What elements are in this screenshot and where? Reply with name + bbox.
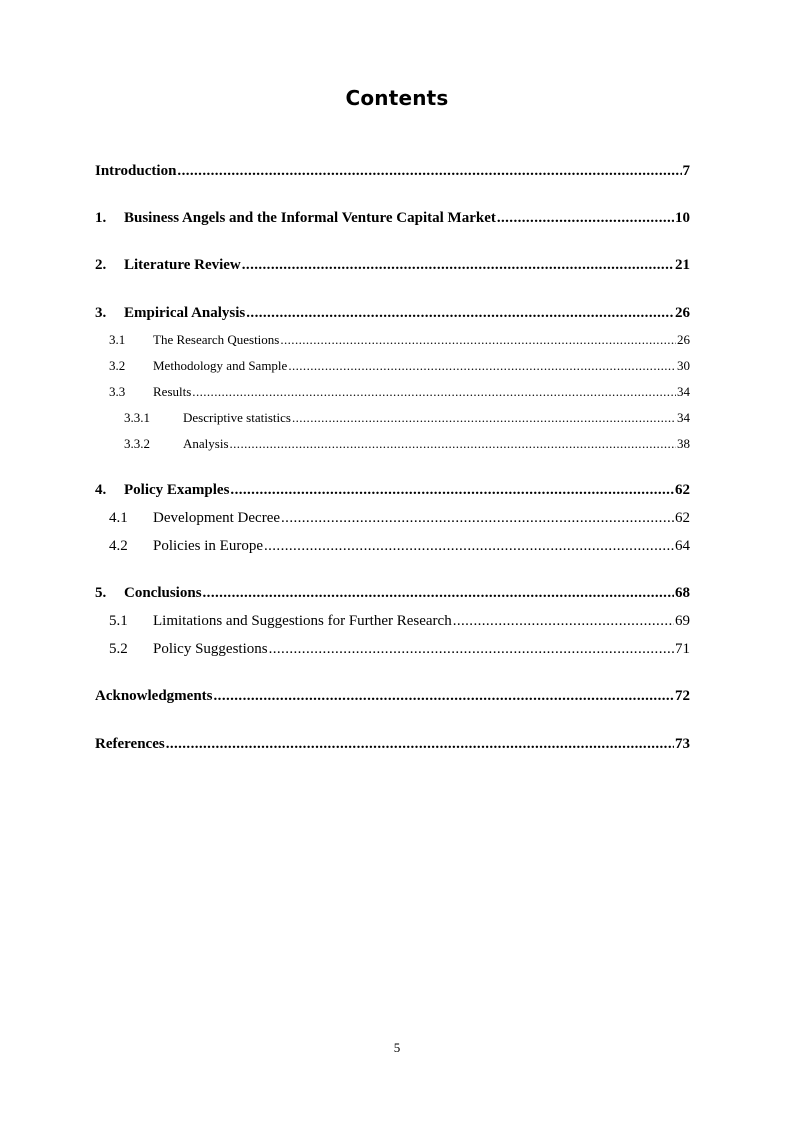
toc-entry-title: Empirical Analysis [124, 305, 246, 321]
toc-entry-number: 4.1 [109, 510, 128, 526]
toc-entry-number: 3.3.1 [124, 410, 150, 425]
toc-entry-title: Analysis [183, 436, 229, 451]
toc-entry-page: 30 [677, 358, 690, 373]
toc-entry-section-4-2[interactable] [95, 538, 690, 555]
dot-leader [264, 538, 674, 555]
toc-entry-number: 3. [95, 305, 107, 321]
toc-entry-page: 73 [675, 736, 690, 752]
toc-entry-title: Descriptive statistics [183, 410, 291, 425]
toc-entry-chapter-1[interactable] [95, 210, 690, 227]
toc-entry-title: The Research Questions [153, 332, 280, 347]
toc-entry-references[interactable] [95, 736, 690, 753]
toc-entry-number: 5. [95, 585, 107, 601]
toc-entry-title: Acknowledgments [95, 688, 213, 704]
toc-entry-number: 4.2 [109, 538, 128, 554]
toc-entry-title: Policy Examples [124, 482, 230, 498]
toc-entry-title: Conclusions [124, 585, 202, 601]
toc-entry-section-4-1[interactable] [95, 510, 690, 527]
toc-entry-page: 62 [675, 510, 690, 526]
toc-entry-title: Limitations and Suggestions for Further Research [153, 613, 452, 629]
dot-leader [230, 436, 677, 452]
page-title: Contents [345, 86, 449, 110]
dot-leader [230, 482, 674, 499]
dot-leader [280, 332, 676, 348]
dot-leader [292, 410, 676, 426]
toc-entry-number: 3.2 [109, 358, 126, 373]
toc-entry-number: 3.3.2 [124, 436, 150, 451]
dot-leader [177, 163, 681, 180]
toc-entry-page: 7 [682, 163, 690, 179]
toc-entry-page: 38 [677, 436, 690, 451]
toc-entry-section-3-3[interactable] [95, 384, 690, 400]
toc-entry-number: 5.1 [109, 613, 128, 629]
toc-entry-title: Methodology and Sample [153, 358, 288, 373]
toc-entry-acknowledgments[interactable] [95, 688, 690, 705]
toc-entry-title: Policy Suggestions [153, 641, 268, 657]
dot-leader [242, 257, 674, 274]
toc-entry-page: 62 [675, 482, 690, 498]
dot-leader [166, 736, 674, 753]
toc-entry-chapter-5[interactable] [95, 585, 690, 602]
dot-leader [203, 585, 674, 602]
dot-leader [269, 641, 674, 658]
dot-leader [288, 358, 676, 374]
dot-leader [192, 384, 676, 400]
toc-entry-number: 5.2 [109, 641, 128, 657]
dot-leader [246, 305, 674, 322]
toc-entry-page: 26 [677, 332, 690, 347]
toc-entry-number: 1. [95, 210, 107, 226]
toc-entry-chapter-3[interactable] [95, 305, 690, 322]
toc-entry-page: 71 [675, 641, 690, 657]
toc-entry-chapter-4[interactable] [95, 482, 690, 499]
dot-leader [453, 613, 674, 630]
toc-entry-section-5-1[interactable] [95, 613, 690, 630]
toc-entry-page: 64 [675, 538, 690, 554]
toc-entry-section-3-2[interactable] [95, 358, 690, 374]
toc-entry-number: 3.3 [109, 384, 126, 399]
toc-entry-section-3-3-1[interactable] [95, 410, 690, 426]
toc-entry-title: Policies in Europe [153, 538, 263, 554]
toc-entry-title: Business Angels and the Informal Venture Capital Market [124, 210, 496, 226]
toc-entry-chapter-2[interactable] [95, 257, 690, 274]
toc-entry-page: 68 [675, 585, 690, 601]
toc-entry-page: 21 [675, 257, 690, 273]
toc-entry-section-3-1[interactable] [95, 332, 690, 348]
toc-entry-section-3-3-2[interactable] [95, 436, 690, 452]
dot-leader [497, 210, 674, 227]
page-number: 5 [393, 1040, 401, 1055]
toc-entry-title: Literature Review [124, 257, 241, 273]
dot-leader [281, 510, 674, 527]
toc-entry-introduction[interactable] [95, 163, 690, 180]
toc-entry-number: 2. [95, 257, 107, 273]
toc-entry-title: Development Decree [153, 510, 281, 526]
toc-entry-page: 34 [677, 410, 690, 425]
toc-entry-page: 72 [675, 688, 690, 704]
toc-entry-page: 69 [675, 613, 690, 629]
toc-entry-page: 26 [675, 305, 690, 321]
toc-entry-number: 3.1 [109, 332, 126, 347]
toc-entry-title: Introduction [95, 163, 177, 179]
toc-entry-number: 4. [95, 482, 107, 498]
toc-entry-title: References [95, 736, 165, 752]
toc-entry-title: Results [153, 384, 192, 399]
toc-entry-page: 10 [675, 210, 690, 226]
toc-entry-page: 34 [677, 384, 690, 399]
dot-leader [214, 688, 674, 705]
toc-entry-section-5-2[interactable] [95, 641, 690, 658]
